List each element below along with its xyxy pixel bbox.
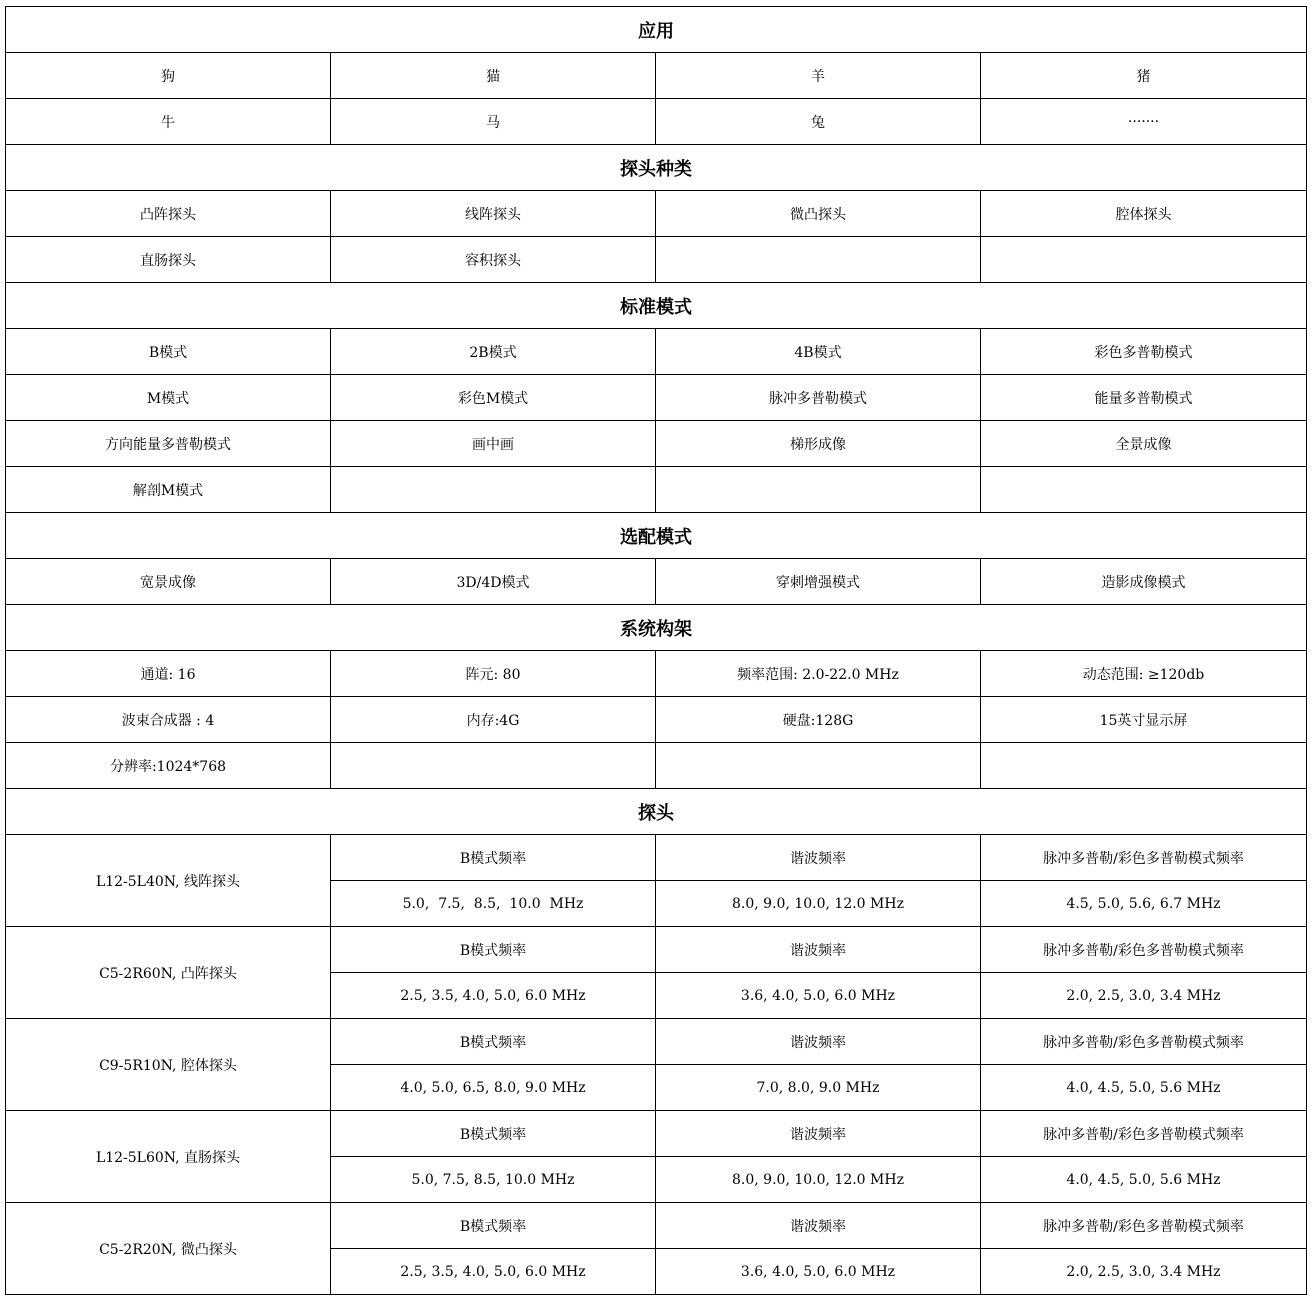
doppler-freq-value: 4.0, 4.5, 5.0, 5.6 MHz [981, 1065, 1307, 1111]
table-cell: 腔体探头 [981, 191, 1307, 237]
harmonic-freq-value: 3.6, 4.0, 5.0, 6.0 MHz [656, 973, 981, 1019]
table-cell [656, 467, 981, 513]
table-cell: 波束合成器 : 4 [6, 697, 331, 743]
doppler-freq-value: 4.5, 5.0, 5.6, 6.7 MHz [981, 881, 1307, 927]
table-cell: 能量多普勒模式 [981, 375, 1307, 421]
table-cell: B模式 [6, 329, 331, 375]
section-title-probes: 探头 [6, 789, 1307, 835]
section-header-row [6, 145, 1307, 191]
harmonic-freq-label: 谐波频率 [656, 1111, 981, 1157]
table-row [6, 53, 1307, 99]
b-mode-freq-value: 2.5, 3.5, 4.0, 5.0, 6.0 MHz [331, 1249, 656, 1295]
section-title-probe-types: 探头种类 [6, 145, 1307, 191]
doppler-freq-label: 脉冲多普勒/彩色多普勒模式频率 [981, 927, 1307, 973]
doppler-freq-label: 脉冲多普勒/彩色多普勒模式频率 [981, 1203, 1307, 1249]
table-cell [656, 237, 981, 283]
table-cell: 羊 [656, 53, 981, 99]
table-cell: 内存:4G [331, 697, 656, 743]
table-row [6, 651, 1307, 697]
table-cell: 分辨率:1024*768 [6, 743, 331, 789]
doppler-freq-value: 2.0, 2.5, 3.0, 3.4 MHz [981, 973, 1307, 1019]
section-title-standard-modes: 标准模式 [6, 283, 1307, 329]
b-mode-freq-value: 5.0, 7.5, 8.5, 10.0 MHz [331, 1157, 656, 1203]
table-cell: 4B模式 [656, 329, 981, 375]
table-cell: 阵元: 80 [331, 651, 656, 697]
table-cell: 微凸探头 [656, 191, 981, 237]
probe-name: L12-5L60N, 直肠探头 [6, 1111, 331, 1203]
section-header-row [6, 513, 1307, 559]
table-cell: 猫 [331, 53, 656, 99]
b-mode-freq-label: B模式频率 [331, 1203, 656, 1249]
table-row [6, 99, 1307, 145]
table-row [6, 467, 1307, 513]
harmonic-freq-label: 谐波频率 [656, 927, 981, 973]
doppler-freq-value: 4.0, 4.5, 5.0, 5.6 MHz [981, 1157, 1307, 1203]
section-header-row [6, 283, 1307, 329]
table-cell: M模式 [6, 375, 331, 421]
table-cell [331, 743, 656, 789]
table-cell: 解剖M模式 [6, 467, 331, 513]
table-cell [981, 237, 1307, 283]
table-cell: 狗 [6, 53, 331, 99]
harmonic-freq-label: 谐波频率 [656, 1019, 981, 1065]
section-title-optional-modes: 选配模式 [6, 513, 1307, 559]
doppler-freq-value: 2.0, 2.5, 3.0, 3.4 MHz [981, 1249, 1307, 1295]
table-cell: 脉冲多普勒模式 [656, 375, 981, 421]
section-header-row [6, 605, 1307, 651]
table-cell: 硬盘:128G [656, 697, 981, 743]
harmonic-freq-label: 谐波频率 [656, 835, 981, 881]
table-cell: 2B模式 [331, 329, 656, 375]
table-cell: 宽景成像 [6, 559, 331, 605]
table-row [6, 559, 1307, 605]
table-cell: 造影成像模式 [981, 559, 1307, 605]
table-cell: 凸阵探头 [6, 191, 331, 237]
table-row [6, 743, 1307, 789]
b-mode-freq-label: B模式频率 [331, 1019, 656, 1065]
table-cell: 画中画 [331, 421, 656, 467]
table-cell: 容积探头 [331, 237, 656, 283]
table-row [6, 329, 1307, 375]
harmonic-freq-value: 3.6, 4.0, 5.0, 6.0 MHz [656, 1249, 981, 1295]
table-cell: 猪 [981, 53, 1307, 99]
table-row [6, 697, 1307, 743]
section-header-row [6, 789, 1307, 835]
table-cell: 直肠探头 [6, 237, 331, 283]
harmonic-freq-value: 8.0, 9.0, 10.0, 12.0 MHz [656, 1157, 981, 1203]
spec-table [5, 6, 1307, 1295]
probe-label-row [6, 835, 1307, 881]
b-mode-freq-label: B模式频率 [331, 835, 656, 881]
table-cell [981, 743, 1307, 789]
table-cell: 彩色多普勒模式 [981, 329, 1307, 375]
b-mode-freq-label: B模式频率 [331, 927, 656, 973]
harmonic-freq-label: 谐波频率 [656, 1203, 981, 1249]
table-cell: 频率范围: 2.0-22.0 MHz [656, 651, 981, 697]
table-cell: 梯形成像 [656, 421, 981, 467]
table-cell: 3D/4D模式 [331, 559, 656, 605]
table-cell: 牛 [6, 99, 331, 145]
table-cell [331, 467, 656, 513]
table-cell: 线阵探头 [331, 191, 656, 237]
probe-label-row [6, 1019, 1307, 1065]
probe-label-row [6, 927, 1307, 973]
table-cell: 兔 [656, 99, 981, 145]
table-cell: 通道: 16 [6, 651, 331, 697]
doppler-freq-label: 脉冲多普勒/彩色多普勒模式频率 [981, 835, 1307, 881]
section-header-row [6, 7, 1307, 53]
section-title-system-architecture: 系统构架 [6, 605, 1307, 651]
probe-name: C5-2R60N, 凸阵探头 [6, 927, 331, 1019]
b-mode-freq-value: 5.0, 7.5, 8.5, 10.0 MHz [331, 881, 656, 927]
table-cell: 动态范围: ≥120db [981, 651, 1307, 697]
probe-label-row [6, 1203, 1307, 1249]
table-row [6, 421, 1307, 467]
table-cell: 穿刺增强模式 [656, 559, 981, 605]
b-mode-freq-label: B模式频率 [331, 1111, 656, 1157]
table-cell: 方向能量多普勒模式 [6, 421, 331, 467]
table-cell: 彩色M模式 [331, 375, 656, 421]
table-cell [981, 467, 1307, 513]
table-cell: 马 [331, 99, 656, 145]
b-mode-freq-value: 2.5, 3.5, 4.0, 5.0, 6.0 MHz [331, 973, 656, 1019]
section-title-application: 应用 [6, 7, 1307, 53]
doppler-freq-label: 脉冲多普勒/彩色多普勒模式频率 [981, 1111, 1307, 1157]
table-row [6, 237, 1307, 283]
table-row [6, 375, 1307, 421]
doppler-freq-label: 脉冲多普勒/彩色多普勒模式频率 [981, 1019, 1307, 1065]
b-mode-freq-value: 4.0, 5.0, 6.5, 8.0, 9.0 MHz [331, 1065, 656, 1111]
table-cell: 全景成像 [981, 421, 1307, 467]
table-row [6, 191, 1307, 237]
table-cell [656, 743, 981, 789]
probe-name: C9-5R10N, 腔体探头 [6, 1019, 331, 1111]
table-cell: 15英寸显示屏 [981, 697, 1307, 743]
probe-name: C5-2R20N, 微凸探头 [6, 1203, 331, 1295]
harmonic-freq-value: 7.0, 8.0, 9.0 MHz [656, 1065, 981, 1111]
table-cell: ······· [981, 99, 1307, 145]
probe-label-row [6, 1111, 1307, 1157]
probe-name: L12-5L40N, 线阵探头 [6, 835, 331, 927]
harmonic-freq-value: 8.0, 9.0, 10.0, 12.0 MHz [656, 881, 981, 927]
